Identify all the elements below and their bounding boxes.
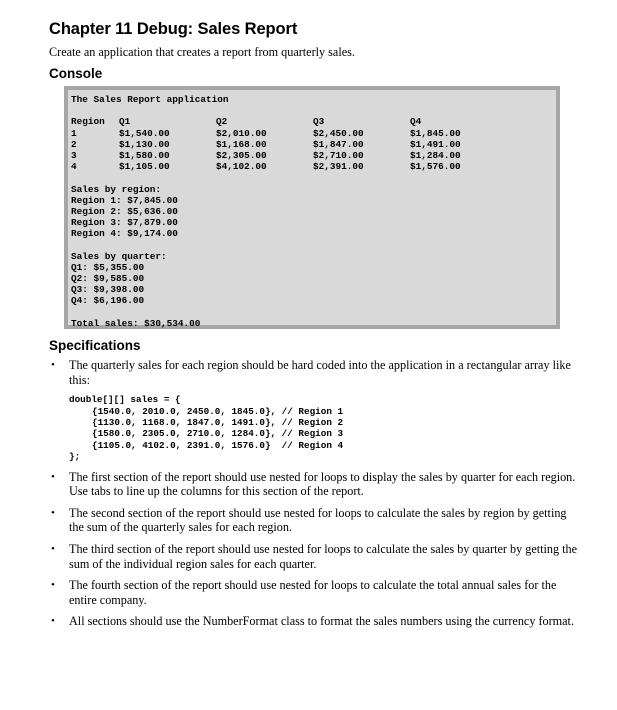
specifications-list	[49, 358, 579, 629]
code-line: double[][] sales = {	[69, 394, 181, 406]
spec-text: All sections should use the NumberFormat class to format the sales numbers using the currency format.	[69, 614, 574, 629]
list-item	[49, 470, 579, 499]
console-app-title: The Sales Report application	[71, 94, 229, 105]
table-header-q2: Q2	[216, 116, 228, 128]
table-cell: $1,105.00	[119, 161, 170, 173]
bullet-icon: •	[51, 470, 55, 483]
table-cell: $1,491.00	[410, 138, 461, 150]
table-header-q4: Q4	[410, 116, 422, 128]
table-cell: 3	[71, 149, 77, 161]
spec-text: The second section of the report should use nested for loops to calculate the sales by region by getting the sum of the quarterly sales for each region.	[69, 505, 567, 535]
spec-text: The first section of the report should use nested for loops to display the sales by quarter for each region. Use tabs to line up the columns for this section of the report.	[69, 469, 576, 499]
code-line: };	[69, 451, 81, 463]
console-blank-line	[71, 172, 556, 183]
region-line: Region 1: $7,845.00	[71, 194, 178, 206]
bullet-icon: •	[51, 579, 55, 592]
list-item	[49, 506, 579, 535]
table-cell: $2,391.00	[313, 161, 364, 173]
code-line: {1540.0, 2010.0, 2450.0, 1845.0}, // Region 1	[92, 405, 344, 417]
table-cell: 2	[71, 138, 77, 150]
list-item	[49, 358, 579, 463]
table-cell: $1,540.00	[119, 127, 170, 139]
page-subtitle: Create an application that creates a report from quarterly sales.	[49, 45, 355, 59]
table-cell: $1,576.00	[410, 161, 461, 173]
total-sales-line: Total sales: $30,534.00	[71, 317, 201, 329]
quarter-line: Q1: $5,355.00	[71, 261, 145, 273]
spec-text: The fourth section of the report should use nested for loops to calculate the total annual sales for the entire company.	[69, 578, 557, 607]
table-cell: $2,710.00	[313, 149, 364, 161]
table-cell: $2,450.00	[313, 127, 364, 139]
table-cell: $1,845.00	[410, 127, 461, 139]
region-heading: Sales by region:	[71, 183, 162, 195]
code-block	[69, 394, 579, 462]
table-cell: $1,284.00	[410, 149, 461, 161]
console-blank-line	[71, 307, 556, 318]
region-line: Region 3: $7,879.00	[71, 217, 178, 229]
table-cell: 1	[71, 127, 77, 139]
code-line: {1580.0, 2305.0, 2710.0, 1284.0}, // Region 3	[92, 428, 344, 440]
table-cell: $4,102.00	[216, 161, 267, 173]
bullet-icon: •	[51, 359, 55, 371]
table-cell: $1,847.00	[313, 138, 364, 150]
code-line: {1105.0, 4102.0, 2391.0, 1576.0} // Region 4	[92, 439, 344, 451]
bullet-icon: •	[51, 506, 55, 519]
spec-text: The quarterly sales for each region should be hard coded into the application in a rectangular array like this:	[69, 358, 571, 387]
console-blank-line	[71, 105, 556, 116]
console-output	[64, 86, 560, 329]
table-header-region: Region	[71, 116, 105, 128]
document	[49, 18, 579, 636]
table-cell: $1,130.00	[119, 138, 170, 150]
bullet-icon: •	[51, 615, 55, 628]
table-cell: $1,168.00	[216, 138, 267, 150]
console-heading: Console	[49, 66, 103, 81]
table-cell: 4	[71, 161, 77, 173]
region-line: Region 2: $5,636.00	[71, 205, 178, 217]
table-cell: $2,305.00	[216, 149, 267, 161]
quarterly-sales-table	[71, 116, 556, 172]
table-header-q3: Q3	[313, 116, 325, 128]
table-cell: $2,010.00	[216, 127, 267, 139]
quarter-heading: Sales by quarter:	[71, 250, 167, 262]
list-item	[49, 578, 579, 607]
table-cell: $1,580.00	[119, 149, 170, 161]
region-line: Region 4: $9,174.00	[71, 228, 178, 240]
list-item	[49, 614, 579, 629]
page-title: Chapter 11 Debug: Sales Report	[49, 20, 298, 38]
table-header-q1: Q1	[119, 116, 131, 128]
spec-text: The third section of the report should use nested for loops to calculate the sales by quarter by getting the sum of the individual region sales for each quarter.	[69, 542, 578, 571]
code-line: {1130.0, 1168.0, 1847.0, 1491.0}, // Region 2	[92, 417, 344, 428]
bullet-icon: •	[51, 543, 55, 555]
console-blank-line	[71, 239, 556, 250]
quarter-line: Q2: $9,585.00	[71, 273, 145, 284]
quarter-line: Q4: $6,196.00	[71, 295, 145, 307]
specifications-heading: Specifications	[49, 338, 141, 353]
list-item	[49, 542, 579, 571]
quarter-line: Q3: $9,398.00	[71, 284, 145, 296]
